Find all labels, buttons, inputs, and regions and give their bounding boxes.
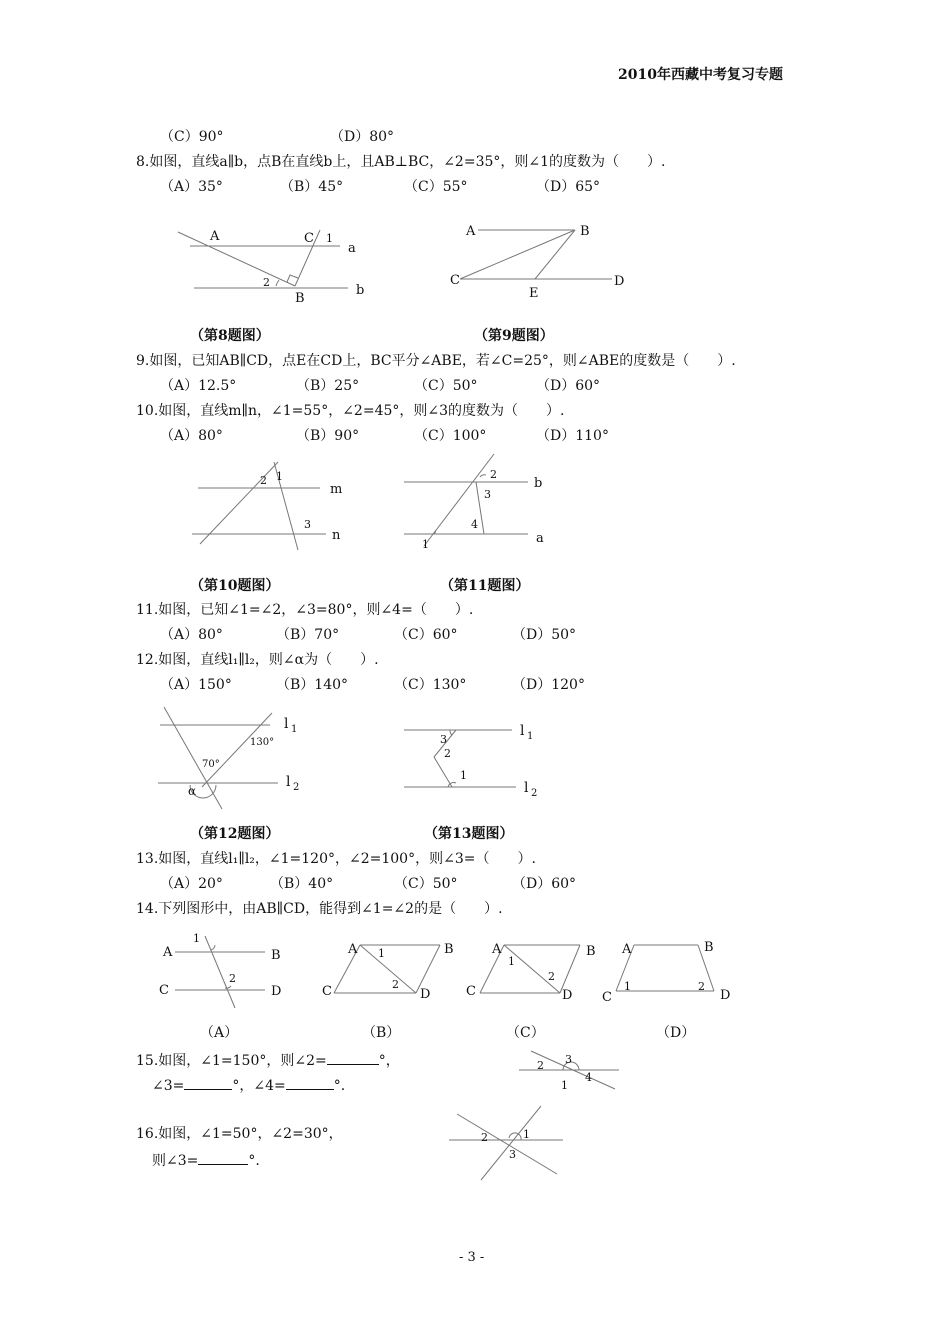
q16-line-1: 16.如图，∠1=50°，∠2=30°，	[136, 1126, 343, 1142]
q15-text-3: ∠3=	[152, 1078, 185, 1094]
q13-stem: 13.如图，直线l₁∥l₂，∠1=120°，∠2=100°，则∠3=（ ）.	[136, 851, 536, 867]
fig13-line-l2-sub: 2	[531, 788, 538, 799]
figure-14b	[318, 935, 468, 1005]
fig10-angle-1: 1	[276, 470, 283, 483]
q9-stem: 9.如图，已知AB∥CD，点E在CD上，BC平分∠ABE，若∠C=25°，则∠ABE的度数是（ ）.	[136, 353, 736, 369]
fig8-caption: （第8题图）	[190, 328, 270, 344]
q9-option-c: （C）50°	[414, 378, 478, 394]
q15-blank-angle4[interactable]	[286, 1075, 334, 1090]
q7-option-c: （C）90°	[160, 129, 224, 145]
fig13-caption: （第13题图）	[424, 826, 514, 842]
q15-line-1	[136, 1050, 400, 1070]
fig14a-angle-1: 1	[193, 932, 200, 945]
figure-8	[170, 220, 380, 315]
fig14b-label-C: C	[322, 984, 332, 999]
q16-text-2: °.	[248, 1153, 260, 1169]
fig16-angle-2: 2	[481, 1131, 488, 1144]
fig11-angle-2: 2	[490, 468, 497, 481]
fig9-label-C: C	[450, 273, 460, 288]
q11-option-c: （C）60°	[394, 627, 458, 643]
fig13-angle-2: 2	[444, 747, 451, 760]
fig9-caption: （第9题图）	[474, 328, 554, 344]
fig15-angle-4: 4	[585, 1071, 592, 1084]
fig14c-label-D: D	[562, 988, 573, 1003]
q8-option-b: （B）45°	[280, 179, 344, 195]
q8-stem: 8.如图，直线a∥b，点B在直线b上，且AB⊥BC，∠2=35°，则∠1的度数为（ ）.	[136, 154, 666, 170]
q9-option-d: （D）60°	[536, 378, 601, 394]
figure-10	[190, 458, 360, 553]
fig14d-label-B: B	[704, 940, 714, 955]
fig14b-caption: （B）	[362, 1025, 401, 1041]
fig8-label-C: C	[304, 231, 314, 246]
fig10-caption: （第10题图）	[190, 578, 280, 594]
q10-option-d: （D）110°	[536, 428, 609, 444]
fig11-line-a: a	[536, 531, 544, 546]
fig14a-label-D: D	[271, 984, 282, 999]
figure-11	[400, 450, 560, 555]
q11-option-a: （A）80°	[160, 627, 223, 643]
q16-blank-angle3[interactable]	[198, 1150, 248, 1165]
q13-option-a: （A）20°	[160, 876, 223, 892]
q11-option-d: （D）50°	[512, 627, 577, 643]
figure-12	[150, 705, 310, 815]
fig14b-label-A: A	[348, 942, 358, 957]
fig9-label-E: E	[529, 286, 539, 301]
q8-option-d: （D）65°	[536, 179, 601, 195]
fig14d-label-A: A	[622, 942, 632, 957]
q11-option-b: （B）70°	[276, 627, 340, 643]
fig10-angle-3: 3	[304, 518, 311, 531]
fig14b-angle-2: 2	[392, 978, 399, 991]
fig12-line-l1-sub: 1	[291, 724, 298, 735]
fig14d-angle-2: 2	[698, 980, 705, 993]
fig13-line-l1: l	[520, 723, 525, 739]
figure-14d	[600, 935, 740, 1005]
q15-text-5: °.	[333, 1078, 346, 1094]
fig13-angle-3: 3	[440, 733, 447, 746]
fig12-alpha: α	[188, 784, 197, 798]
q9-option-a: （A）12.5°	[160, 378, 237, 394]
fig14c-label-C: C	[466, 984, 476, 999]
fig13-line-l1-sub: 1	[527, 731, 534, 742]
fig11-line-b: b	[534, 476, 543, 491]
q11-stem: 11.如图，已知∠1=∠2，∠3=80°，则∠4=（ ）.	[136, 602, 474, 618]
fig8-label-A: A	[210, 229, 220, 244]
fig15-angle-1: 1	[561, 1079, 568, 1092]
figure-16	[445, 1102, 575, 1184]
fig14a-angle-2: 2	[229, 972, 236, 985]
fig14a-label-A: A	[163, 945, 173, 960]
fig14d-label-C: C	[602, 990, 612, 1005]
fig11-angle-4: 4	[471, 518, 478, 531]
fig9-label-B: B	[580, 224, 590, 239]
fig15-angle-2: 2	[537, 1059, 544, 1072]
q12-option-a: （A）150°	[160, 677, 232, 693]
fig8-label-B: B	[295, 291, 305, 306]
fig14d-caption: （D）	[656, 1025, 696, 1041]
fig14c-angle-1: 1	[508, 955, 515, 968]
fig14a-label-C: C	[159, 983, 169, 998]
fig12-angle-70: 70°	[202, 759, 220, 770]
fig14d-angle-1: 1	[624, 980, 631, 993]
q8-option-c: （C）55°	[404, 179, 468, 195]
q15-text-4: °，∠4=	[232, 1078, 286, 1094]
q13-option-b: （B）40°	[270, 876, 334, 892]
fig14b-label-D: D	[420, 987, 431, 1002]
q12-stem: 12.如图，直线l₁∥l₂，则∠α为（ ）.	[136, 652, 379, 668]
fig8-angle-1: 1	[326, 232, 333, 245]
figure-15	[515, 1045, 635, 1095]
q12-option-b: （B）140°	[276, 677, 349, 693]
fig11-angle-3: 3	[484, 488, 491, 501]
fig14a-caption: （A）	[200, 1025, 239, 1041]
q13-option-c: （C）50°	[394, 876, 458, 892]
q12-option-c: （C）130°	[394, 677, 467, 693]
q10-option-a: （A）80°	[160, 428, 223, 444]
q14-stem: 14.下列图形中，由AB∥CD，能得到∠1=∠2的是（ ）.	[136, 901, 503, 917]
figure-13	[400, 715, 560, 805]
q8-option-a: （A）35°	[160, 179, 223, 195]
fig12-caption: （第12题图）	[190, 826, 280, 842]
q10-stem: 10.如图，直线m∥n，∠1=55°，∠2=45°，则∠3的度数为（ ）.	[136, 403, 565, 419]
figure-14c	[462, 935, 612, 1005]
page-number: - 3 -	[459, 1250, 485, 1265]
fig13-angle-1: 1	[460, 769, 467, 782]
fig8-line-a: a	[348, 241, 356, 256]
fig14b-label-B: B	[444, 942, 454, 957]
q12-option-d: （D）120°	[512, 677, 585, 693]
q15-blank-angle3[interactable]	[184, 1075, 232, 1090]
fig10-line-n: n	[332, 528, 341, 543]
q9-option-b: （B）25°	[296, 378, 360, 394]
q16-line-2	[152, 1150, 260, 1170]
fig16-angle-1: 1	[523, 1128, 530, 1141]
q7-option-d: （D）80°	[330, 129, 395, 145]
figure-9	[440, 215, 640, 305]
fig8-angle-2: 2	[263, 276, 270, 289]
fig14c-label-A: A	[492, 942, 502, 957]
fig12-angle-130: 130°	[250, 737, 275, 748]
fig14a-label-B: B	[271, 948, 281, 963]
q10-option-b: （B）90°	[296, 428, 360, 444]
q15-blank-angle2[interactable]	[327, 1050, 379, 1065]
fig12-line-l1: l	[284, 716, 289, 732]
fig11-angle-1: 1	[422, 538, 429, 551]
fig14b-angle-1: 1	[378, 947, 385, 960]
fig9-label-D: D	[614, 274, 625, 289]
fig12-line-l2: l	[286, 774, 291, 790]
q15-text-1: 15.如图，∠1=150°，则∠2=	[136, 1053, 327, 1069]
q13-option-d: （D）60°	[512, 876, 577, 892]
fig10-angle-2: 2	[260, 474, 267, 487]
fig15-angle-3: 3	[565, 1053, 572, 1066]
fig16-angle-3: 3	[509, 1148, 516, 1161]
q16-text-1: 则∠3=	[152, 1153, 199, 1169]
fig14d-label-D: D	[720, 988, 731, 1003]
fig13-line-l2: l	[524, 780, 529, 796]
fig8-line-b: b	[356, 283, 365, 298]
header-title: 2010年西藏中考复习专题	[618, 67, 783, 83]
q10-option-c: （C）100°	[414, 428, 487, 444]
fig14c-caption: （C）	[506, 1025, 545, 1041]
figure-14a	[155, 928, 295, 1013]
fig10-line-m: m	[330, 482, 343, 497]
fig14c-label-B: B	[586, 944, 596, 959]
q15-text-2: °，	[378, 1053, 400, 1069]
fig11-caption: （第11题图）	[440, 578, 530, 594]
fig12-line-l2-sub: 2	[293, 782, 300, 793]
fig9-label-A: A	[466, 224, 476, 239]
q15-line-2	[152, 1075, 345, 1095]
fig14c-angle-2: 2	[548, 970, 555, 983]
